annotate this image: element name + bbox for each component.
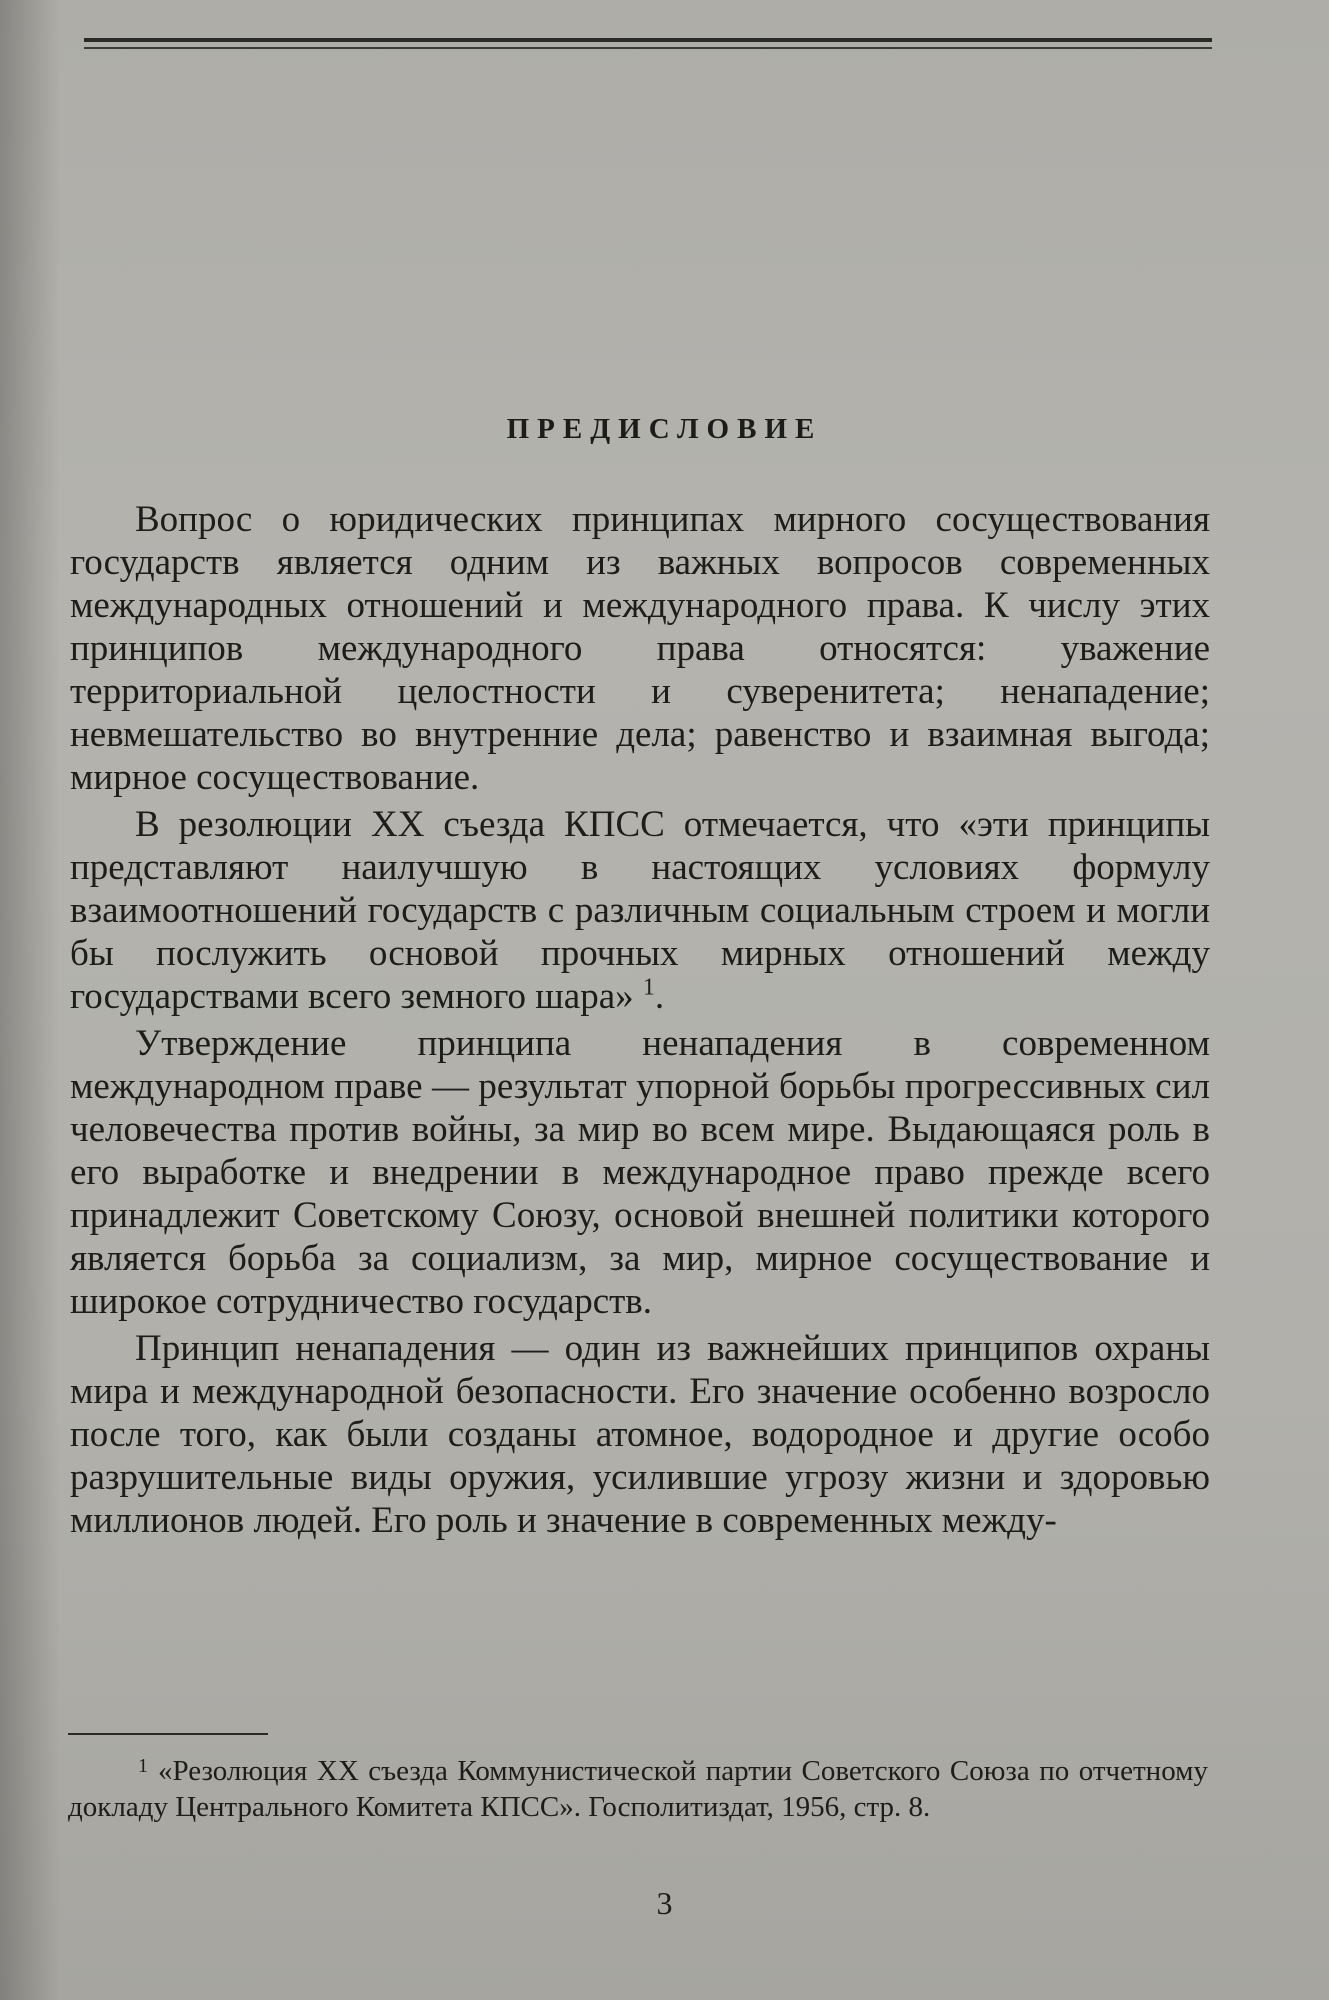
header-rule-thin	[84, 47, 1212, 49]
footnote	[68, 1748, 1208, 1825]
paragraph-end: .	[654, 976, 665, 1017]
chapter-heading: ПРЕДИСЛОВИЕ	[506, 413, 823, 445]
body-text	[70, 498, 1210, 1546]
page-shadow	[0, 0, 60, 2000]
paragraph: Утверждение принципа ненападения в современном международном праве — результат упорной борьбы прогрессивных сил человечества против войны, за мир во всем мире. Выдающаяся роль в его выработке и внедрении в международное право прежде всего принадлежит Советскому Союзу, основой внешней политики которого является борьба за социализм, за мир, мирное сосуществование и широкое сотрудничество государств.	[70, 1023, 1210, 1322]
footnote-separator	[68, 1733, 268, 1735]
footnote-number: 1	[138, 1755, 148, 1777]
paragraph: Принцип ненападения — один из важнейших принципов охраны мира и международной безопасности. Его значение особенно возросло после того, как были созданы атомное, водородное и другие особо разрушительные виды оружия, усилившие угрозу жизни и здоровью миллионов людей. Его роль и значение в современных между-	[70, 1328, 1210, 1541]
page-number: 3	[656, 1885, 673, 1921]
paragraph-text: В резолюции XX съезда КПСС отмечается, что «эти принципы представляют наилучшую в настоящих условиях формулу взаимоотношений государств с различным социальным строем и могли бы послужить основой прочных мирных отношений между государствами всего земного шара»	[70, 804, 1210, 1017]
paragraph: Вопрос о юридических принципах мирного сосуществования государств является одним из важных вопросов современных международных отношений и международного права. К числу этих принципов международного права относятся: уважение территориальной целостности и суверенитета; ненападение; невмешательство во внутренние дела; равенство и взаимная выгода; мирное сосуществование.	[70, 499, 1210, 798]
footnote-reference[interactable]: 1	[642, 974, 655, 1001]
footnote-text: «Резолюция XX съезда Коммунистической партии Советского Союза по отчетному докладу Центрального Комитета КПСС». Госполитиздат, 1956, стр. 8.	[68, 1755, 1208, 1823]
paragraph	[70, 803, 1210, 1018]
header-rule	[84, 38, 1212, 42]
